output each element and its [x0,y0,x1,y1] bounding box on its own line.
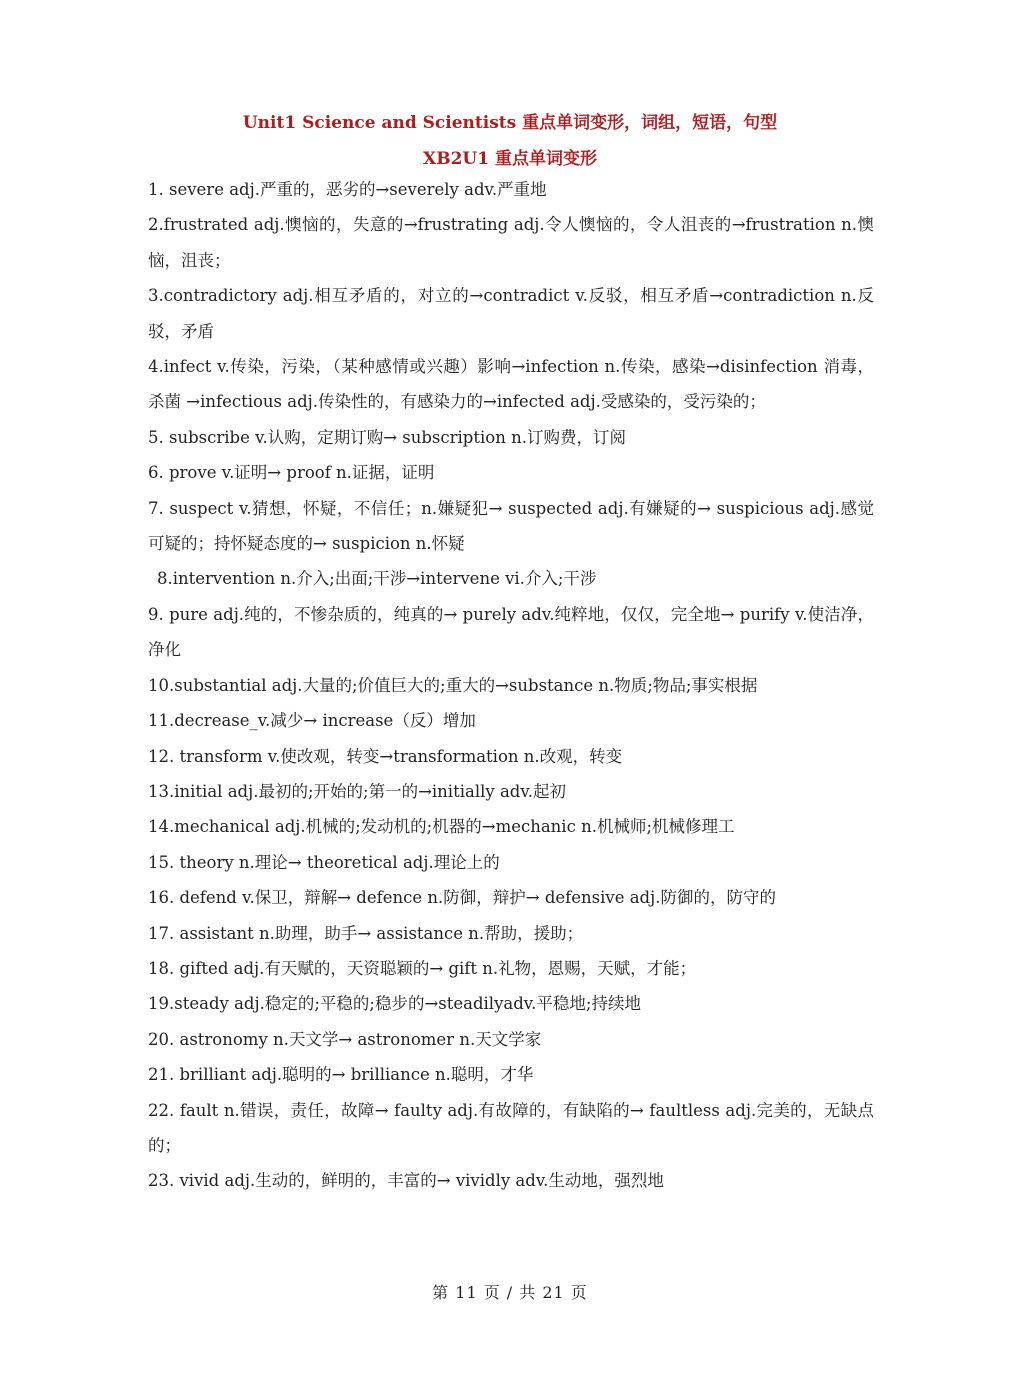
vocab-entry-5: 5. subscribe v.认购，定期订购→ subscription n.订购费，订阅 [148,427,626,447]
vocab-entry-18: 18. gifted adj.有天赋的，天资聪颖的→ gift n.礼物，恩赐，天赋，才能； [148,958,697,978]
vocab-entry-7: 7. suspect v.猜想，怀疑，不信任；n.嫌疑犯→ suspected adj.有嫌疑的→ suspicious adj.感觉可疑的；持怀疑态度的→ suspicion n.怀疑 [148,498,874,554]
vocab-entry-22: 22. fault n.错误，责任，故障→ faulty adj.有故障的，有缺陷的→ faultless adj.完美的，无缺点的； [148,1100,874,1155]
vocab-entry-4: 4.infect v.传染，污染，（某种感情或兴趣）影响→infection n.传染，感染→disinfection 消毒，杀菌 →infectious adj.传染性的，有感染力的→infected adj.受感染的，受污染的； [148,357,874,412]
vocab-entry-3: 3.contradictory adj.相互矛盾的，对立的→contradict v.反驳，相互矛盾→contradiction n.反驳，矛盾 [148,286,874,341]
vocab-entry-2: 2.frustrated adj.懊恼的，失意的→frustrating adj.令人懊恼的，令人沮丧的→frustration n.懊恼，沮丧； [148,215,874,270]
vocab-entry-1: 1. severe adj.严重的，恶劣的→severely adv.严重地 [148,180,547,199]
vocab-entry-23: 23. vivid adj.生动的，鲜明的，丰富的→ vividly adv.生动地，强烈地 [148,1171,664,1191]
vocab-entry-13: 13.initial adj.最初的;开始的;第一的→initially adv.起初 [148,781,566,801]
vocab-entry-12: 12. transform v.使改观，转变→transformation n.改观，转变 [148,746,623,766]
vocab-entry-8: 8.intervention n.介入;出面;干涉→intervene vi.介入;干涉 [157,569,597,589]
vocab-entry-21: 21. brilliant adj.聪明的→ brilliance n.聪明，才华 [148,1065,534,1085]
vocab-entry-20: 20. astronomy n.天文学→ astronomer n.天文学家 [148,1029,542,1049]
vocabulary-list [148,172,874,1199]
vocab-entry-9: 9. pure adj.纯的，不惨杂质的，纯真的→ purely adv.纯粹地，仅仅，完全地→ purify v.使洁净，净化 [148,604,874,660]
vocab-entry-19: 19.steady adj.稳定的;平稳的;稳步的→steadilyadv.平稳地;持续地 [148,994,641,1014]
section-subtitle: XB2U1 重点单词变形 [423,149,597,169]
vocab-entry-14: 14.mechanical adj.机械的;发动机的;机器的→mechanic n.机械师;机械修理工 [148,817,735,837]
page-number: 第 11 页 / 共 21 页 [432,1283,588,1302]
page-title: Unit1 Science and Scientists 重点单词变形，词组，短语，句型 [242,113,778,133]
vocab-entry-10: 10.substantial adj.大量的;价值巨大的;重大的→substance n.物质;物品;事实根据 [148,675,758,695]
vocab-entry-16: 16. defend v.保卫，辩解→ defence n.防御，辩护→ defensive adj.防御的，防守的 [148,888,776,908]
vocab-entry-11: 11.decrease_v.减少→ increase（反）增加 [148,711,476,731]
vocab-entry-15: 15. theory n.理论→ theoretical adj.理论上的 [148,852,500,872]
vocab-entry-17: 17. assistant n.助理，助手→ assistance n.帮助，援助； [148,923,584,943]
vocab-entry-6: 6. prove v.证明→ proof n.证据，证明 [148,463,435,483]
